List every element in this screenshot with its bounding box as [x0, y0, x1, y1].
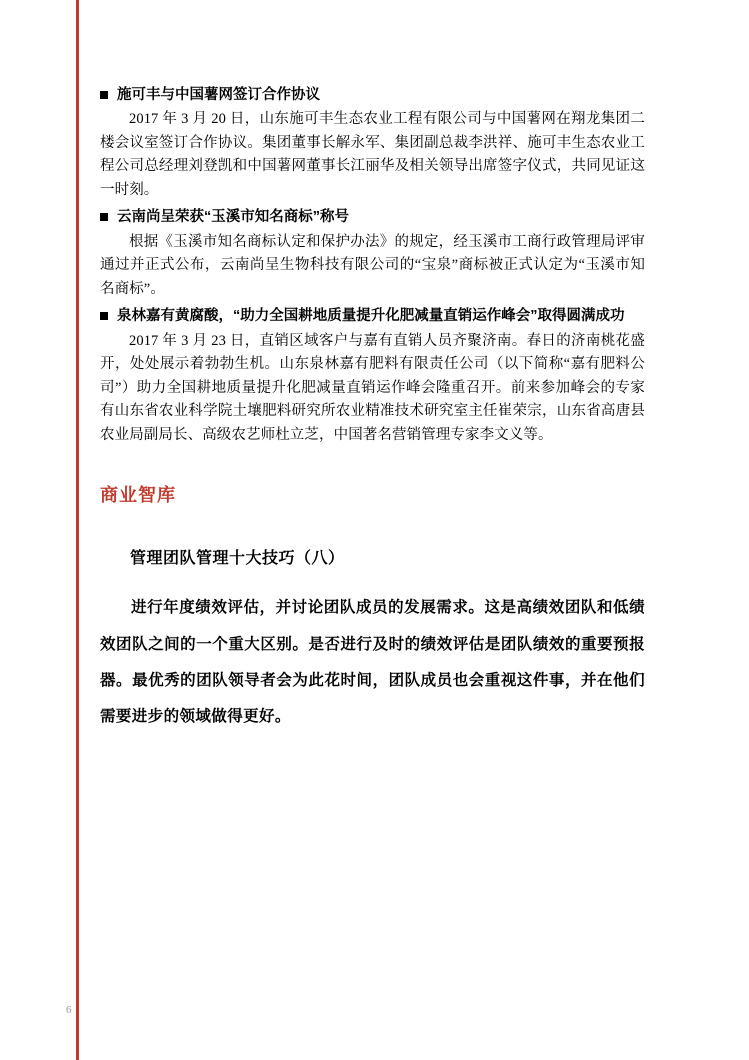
page-content — [100, 84, 645, 736]
news-body-text: 根据《玉溪市知名商标认定和保护办法》的规定，经玉溪市工商行政管理局评审通过并正式公布，云南尚呈生物科技有限公司的“宝泉”商标被正式认定为“玉溪市知名商标”。 — [100, 233, 645, 297]
news-body-text: 2017 年 3 月 20 日，山东施可丰生态农业工程有限公司与中国薯网在翔龙集团二楼会议室签订合作协议。集团董事长解永军、集团副总裁李洪祥、施可丰生态农业工程公司总经理刘登凯和中国薯网董事长江丽华及相关领导出席签字仪式，共同见证这一时刻。 — [100, 111, 645, 198]
news-item — [100, 206, 645, 301]
news-body-text: 2017 年 3 月 23 日，直销区域客户与嘉有直销人员齐聚济南。春日的济南桃花盛开，处处展示着勃勃生机。山东泉林嘉有肥料有限责任公司（以下简称“嘉有肥料公司”）助力全国耕地质量提升化肥减量直销运作峰会隆重召开。前来参加峰会的专家有山东省农业科学院土壤肥料研究所农业精准技术研究室主任崔荣宗，山东省高唐县农业局副局长、高级农艺师杜立芝，中国著名营销管理专家李文义等。 — [100, 332, 645, 443]
news-heading-text: 施可丰与中国薯网签订合作协议 — [117, 87, 320, 103]
news-heading — [100, 84, 645, 106]
article-body-text: 进行年度绩效评估，并讨论团队成员的发展需求。这是高绩效团队和低绩效团队之间的一个重大区别。是否进行及时的绩效评估是团队绩效的重要预报器。最优秀的团队领导者会为此花时间，团队成员也会重视这件事，并在他们需要进步的领域做得更好。 — [100, 599, 645, 726]
news-item — [100, 84, 645, 202]
news-heading-text: 云南尚呈荣获“玉溪市知名商标”称号 — [117, 209, 349, 226]
page-number: 6 — [66, 1004, 72, 1016]
news-heading — [100, 305, 645, 327]
square-bullet-icon — [100, 312, 108, 320]
news-heading — [100, 206, 645, 228]
section-title: 商业智库 — [100, 485, 176, 506]
square-bullet-icon — [100, 91, 108, 99]
square-bullet-icon — [100, 213, 108, 221]
news-heading-text: 泉林嘉有黄腐酸，“助力全国耕地质量提升化肥减量直销运作峰会”取得圆满成功 — [117, 308, 625, 325]
article-title: 管理团队管理十大技巧（八） — [130, 550, 345, 568]
news-item — [100, 305, 645, 447]
left-accent-rule — [76, 0, 79, 1060]
